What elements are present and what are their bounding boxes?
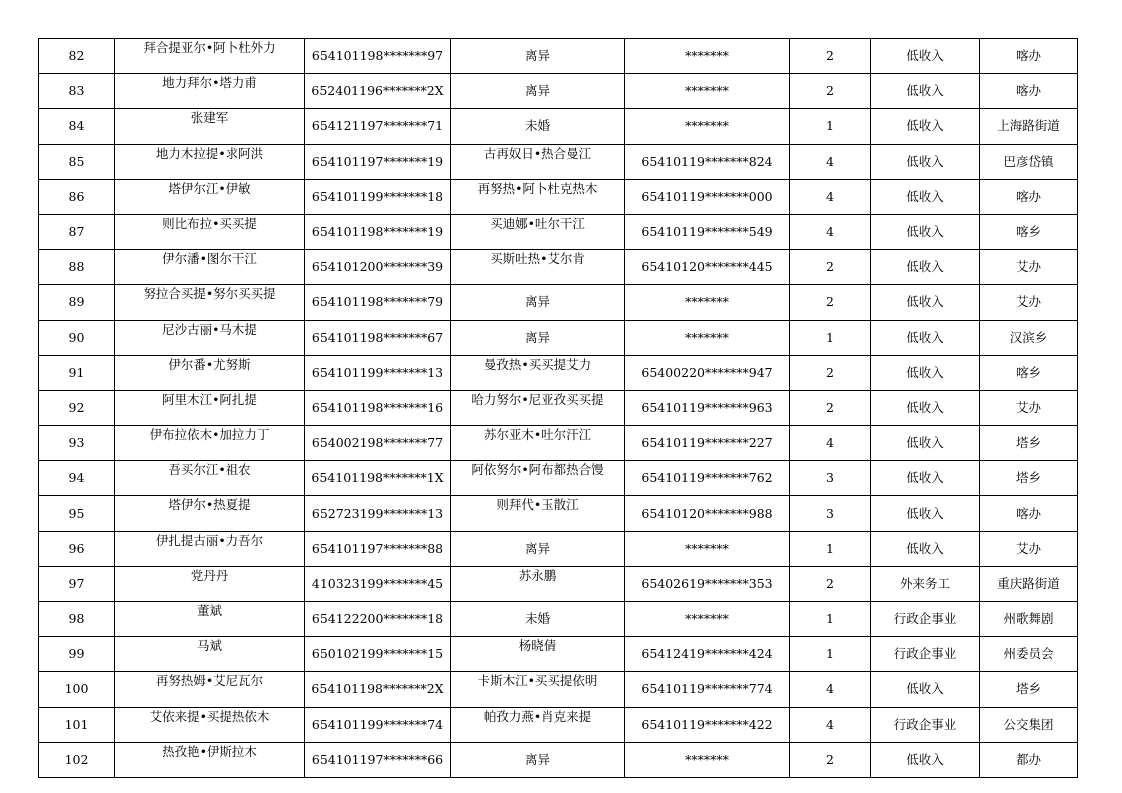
district-cell: 上海路街道: [980, 109, 1078, 144]
spouse-id-cell: 65410119*******963: [625, 390, 790, 425]
applicant-name-cell: 张建军: [115, 109, 305, 144]
spouse-id-cell: 65412419*******424: [625, 637, 790, 672]
applicant-id-cell: 654101199*******13: [305, 355, 451, 390]
category-cell: 行政企事业: [871, 707, 980, 742]
table-row: [39, 214, 1078, 249]
row-number-cell: 89: [39, 285, 115, 320]
applicant-name-cell: 地力木拉提•求阿洪: [115, 144, 305, 179]
category-cell: 低收入: [871, 355, 980, 390]
applicant-name-cell: 伊扎提古丽•力吾尔: [115, 531, 305, 566]
district-cell: 喀办: [980, 74, 1078, 109]
household-size-cell: 1: [790, 320, 871, 355]
applicant-id-cell: 654101197*******88: [305, 531, 451, 566]
applicant-name-cell: 伊尔番•尤努斯: [115, 355, 305, 390]
household-size-cell: 1: [790, 602, 871, 637]
row-number-cell: 97: [39, 566, 115, 601]
table-row: [39, 144, 1078, 179]
spouse-id-cell: *******: [625, 531, 790, 566]
category-cell: 低收入: [871, 250, 980, 285]
category-cell: 低收入: [871, 426, 980, 461]
spouse-cell: 离异: [451, 74, 625, 109]
household-size-cell: 4: [790, 214, 871, 249]
applicant-name-cell: 伊尔潘•图尔干江: [115, 250, 305, 285]
category-cell: 外来务工: [871, 566, 980, 601]
spouse-id-cell: 65410119*******824: [625, 144, 790, 179]
applicant-id-cell: 654101197*******19: [305, 144, 451, 179]
row-number-cell: 94: [39, 461, 115, 496]
household-size-cell: 2: [790, 74, 871, 109]
row-number-cell: 95: [39, 496, 115, 531]
spouse-id-cell: 65410119*******549: [625, 214, 790, 249]
table-row: [39, 496, 1078, 531]
category-cell: 低收入: [871, 742, 980, 777]
row-number-cell: 93: [39, 426, 115, 461]
category-cell: 低收入: [871, 390, 980, 425]
spouse-cell: 卡斯木江•买买提依明: [451, 672, 625, 707]
row-number-cell: 100: [39, 672, 115, 707]
spouse-cell: 离异: [451, 531, 625, 566]
spouse-cell: 则拜代•玉散江: [451, 496, 625, 531]
table-row: [39, 461, 1078, 496]
spouse-id-cell: *******: [625, 285, 790, 320]
household-size-cell: 1: [790, 109, 871, 144]
applicant-name-cell: 马斌: [115, 637, 305, 672]
spouse-id-cell: 65400220*******947: [625, 355, 790, 390]
row-number-cell: 91: [39, 355, 115, 390]
spouse-id-cell: 65410120*******445: [625, 250, 790, 285]
category-cell: 低收入: [871, 74, 980, 109]
applicant-id-cell: 654101199*******18: [305, 179, 451, 214]
household-size-cell: 2: [790, 250, 871, 285]
applicant-name-cell: 再努热姆•艾尼瓦尔: [115, 672, 305, 707]
housing-applicant-table: [38, 38, 1078, 778]
applicant-id-cell: 654101200*******39: [305, 250, 451, 285]
district-cell: 喀办: [980, 179, 1078, 214]
table-row: [39, 707, 1078, 742]
row-number-cell: 99: [39, 637, 115, 672]
household-size-cell: 2: [790, 355, 871, 390]
document-page: [38, 38, 1077, 778]
spouse-cell: 买迪娜•吐尔干江: [451, 214, 625, 249]
spouse-cell: 阿依努尔•阿布都热合馒: [451, 461, 625, 496]
spouse-cell: 再努热•阿卜杜克热木: [451, 179, 625, 214]
applicant-id-cell: 654002198*******77: [305, 426, 451, 461]
row-number-cell: 84: [39, 109, 115, 144]
district-cell: 艾办: [980, 285, 1078, 320]
table-row: [39, 742, 1078, 777]
category-cell: 低收入: [871, 320, 980, 355]
row-number-cell: 83: [39, 74, 115, 109]
spouse-id-cell: *******: [625, 74, 790, 109]
spouse-id-cell: 65410119*******774: [625, 672, 790, 707]
applicant-id-cell: 654101198*******16: [305, 390, 451, 425]
spouse-id-cell: *******: [625, 602, 790, 637]
category-cell: 行政企事业: [871, 637, 980, 672]
applicant-id-cell: 652723199*******13: [305, 496, 451, 531]
district-cell: 塔乡: [980, 426, 1078, 461]
spouse-cell: 离异: [451, 742, 625, 777]
household-size-cell: 4: [790, 672, 871, 707]
applicant-id-cell: 654122200*******18: [305, 602, 451, 637]
applicant-id-cell: 410323199*******45: [305, 566, 451, 601]
table-body: [39, 39, 1078, 778]
household-size-cell: 2: [790, 742, 871, 777]
applicant-name-cell: 努拉合买提•努尔买买提: [115, 285, 305, 320]
applicant-id-cell: 652401196*******2X: [305, 74, 451, 109]
household-size-cell: 2: [790, 390, 871, 425]
spouse-cell: 杨晓倩: [451, 637, 625, 672]
household-size-cell: 2: [790, 39, 871, 74]
district-cell: 喀乡: [980, 355, 1078, 390]
table-row: [39, 320, 1078, 355]
applicant-name-cell: 艾依来提•买提热依木: [115, 707, 305, 742]
applicant-name-cell: 热孜艳•伊斯拉木: [115, 742, 305, 777]
district-cell: 州歌舞剧: [980, 602, 1078, 637]
applicant-id-cell: 654101199*******74: [305, 707, 451, 742]
table-row: [39, 672, 1078, 707]
applicant-name-cell: 尼沙古丽•马木提: [115, 320, 305, 355]
household-size-cell: 4: [790, 144, 871, 179]
category-cell: 低收入: [871, 672, 980, 707]
applicant-id-cell: 654101198*******79: [305, 285, 451, 320]
table-row: [39, 285, 1078, 320]
district-cell: 喀乡: [980, 214, 1078, 249]
spouse-id-cell: 65410119*******762: [625, 461, 790, 496]
row-number-cell: 92: [39, 390, 115, 425]
category-cell: 行政企事业: [871, 602, 980, 637]
spouse-cell: 曼孜热•买买提艾力: [451, 355, 625, 390]
spouse-id-cell: *******: [625, 742, 790, 777]
district-cell: 州委员会: [980, 637, 1078, 672]
spouse-id-cell: 65410119*******422: [625, 707, 790, 742]
household-size-cell: 2: [790, 566, 871, 601]
household-size-cell: 3: [790, 496, 871, 531]
household-size-cell: 4: [790, 707, 871, 742]
applicant-name-cell: 党丹丹: [115, 566, 305, 601]
category-cell: 低收入: [871, 285, 980, 320]
table-row: [39, 250, 1078, 285]
applicant-id-cell: 654101198*******67: [305, 320, 451, 355]
table-row: [39, 566, 1078, 601]
table-row: [39, 637, 1078, 672]
spouse-id-cell: *******: [625, 109, 790, 144]
spouse-id-cell: *******: [625, 39, 790, 74]
spouse-id-cell: 65410119*******227: [625, 426, 790, 461]
applicant-id-cell: 650102199*******15: [305, 637, 451, 672]
spouse-cell: 未婚: [451, 602, 625, 637]
row-number-cell: 82: [39, 39, 115, 74]
category-cell: 低收入: [871, 179, 980, 214]
spouse-cell: 离异: [451, 320, 625, 355]
table-row: [39, 179, 1078, 214]
row-number-cell: 85: [39, 144, 115, 179]
spouse-cell: 哈力努尔•尼亚孜买买提: [451, 390, 625, 425]
category-cell: 低收入: [871, 109, 980, 144]
household-size-cell: 1: [790, 531, 871, 566]
applicant-id-cell: 654101198*******2X: [305, 672, 451, 707]
district-cell: 公交集团: [980, 707, 1078, 742]
applicant-name-cell: 吾买尔江•祖农: [115, 461, 305, 496]
category-cell: 低收入: [871, 144, 980, 179]
household-size-cell: 3: [790, 461, 871, 496]
spouse-cell: 苏尔亚木•吐尔汗江: [451, 426, 625, 461]
applicant-name-cell: 则比布拉•买买提: [115, 214, 305, 249]
row-number-cell: 86: [39, 179, 115, 214]
spouse-cell: 买斯吐热•艾尔肯: [451, 250, 625, 285]
applicant-id-cell: 654121197*******71: [305, 109, 451, 144]
applicant-id-cell: 654101197*******66: [305, 742, 451, 777]
spouse-cell: 苏永鹏: [451, 566, 625, 601]
district-cell: 艾办: [980, 531, 1078, 566]
applicant-name-cell: 塔伊尔•热夏提: [115, 496, 305, 531]
category-cell: 低收入: [871, 496, 980, 531]
row-number-cell: 101: [39, 707, 115, 742]
spouse-cell: 离异: [451, 39, 625, 74]
table-row: [39, 39, 1078, 74]
applicant-name-cell: 阿里木江•阿扎提: [115, 390, 305, 425]
applicant-name-cell: 地力拜尔•塔力甫: [115, 74, 305, 109]
spouse-id-cell: 65410119*******000: [625, 179, 790, 214]
category-cell: 低收入: [871, 461, 980, 496]
spouse-id-cell: 65402619*******353: [625, 566, 790, 601]
row-number-cell: 96: [39, 531, 115, 566]
district-cell: 都办: [980, 742, 1078, 777]
row-number-cell: 88: [39, 250, 115, 285]
table-row: [39, 602, 1078, 637]
spouse-cell: 古再奴日•热合曼江: [451, 144, 625, 179]
applicant-id-cell: 654101198*******19: [305, 214, 451, 249]
category-cell: 低收入: [871, 214, 980, 249]
category-cell: 低收入: [871, 39, 980, 74]
spouse-id-cell: *******: [625, 320, 790, 355]
applicant-name-cell: 伊布拉依木•加拉力丁: [115, 426, 305, 461]
spouse-cell: 未婚: [451, 109, 625, 144]
table-row: [39, 74, 1078, 109]
applicant-name-cell: 塔伊尔江•伊敏: [115, 179, 305, 214]
district-cell: 塔乡: [980, 461, 1078, 496]
applicant-name-cell: 拜合提亚尔•阿卜杜外力: [115, 39, 305, 74]
applicant-id-cell: 654101198*******97: [305, 39, 451, 74]
district-cell: 汉滨乡: [980, 320, 1078, 355]
household-size-cell: 1: [790, 637, 871, 672]
spouse-cell: 离异: [451, 285, 625, 320]
row-number-cell: 90: [39, 320, 115, 355]
category-cell: 低收入: [871, 531, 980, 566]
spouse-id-cell: 65410120*******988: [625, 496, 790, 531]
table-row: [39, 355, 1078, 390]
district-cell: 重庆路街道: [980, 566, 1078, 601]
table-row: [39, 531, 1078, 566]
table-row: [39, 109, 1078, 144]
household-size-cell: 2: [790, 285, 871, 320]
household-size-cell: 4: [790, 426, 871, 461]
household-size-cell: 4: [790, 179, 871, 214]
table-row: [39, 390, 1078, 425]
applicant-name-cell: 董斌: [115, 602, 305, 637]
applicant-id-cell: 654101198*******1X: [305, 461, 451, 496]
table-row: [39, 426, 1078, 461]
district-cell: 巴彦岱镇: [980, 144, 1078, 179]
row-number-cell: 102: [39, 742, 115, 777]
district-cell: 艾办: [980, 250, 1078, 285]
row-number-cell: 98: [39, 602, 115, 637]
district-cell: 喀办: [980, 496, 1078, 531]
spouse-cell: 帕孜力燕•肖克来提: [451, 707, 625, 742]
district-cell: 艾办: [980, 390, 1078, 425]
row-number-cell: 87: [39, 214, 115, 249]
district-cell: 喀办: [980, 39, 1078, 74]
district-cell: 塔乡: [980, 672, 1078, 707]
